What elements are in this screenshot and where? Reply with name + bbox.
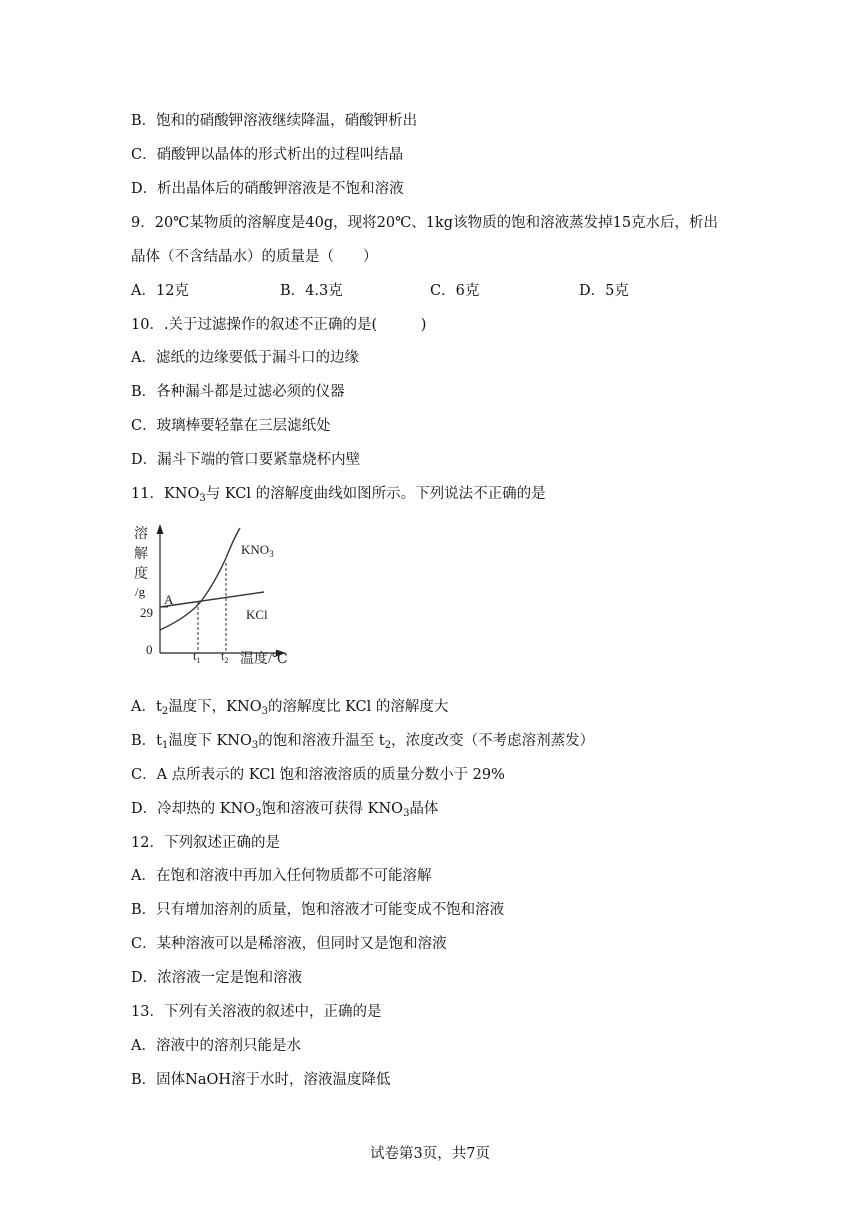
option-8c: C．硝酸钾以晶体的形式析出的过程叫结晶 [131,147,404,163]
y-label-1: 溶 [134,527,148,542]
option-11a: A．$t_2$温度下，$KNO_3$的溶解度比 KCl 的溶解度大 [131,699,449,717]
question-10-stem: 10．.关于过滤操作的叙述不正确的是( ) [131,317,427,333]
option-8b: B．饱和的硝酸钾溶液继续降温，硝酸钾析出 [131,113,418,129]
option-9b: B．4.3克 [280,283,343,299]
option-11b: B．$t_1$温度下 $KNO_3$的饱和溶液升温至 $t_2$，浓度改变（不考虑溶剂蒸发） [131,733,595,751]
option-12c: C．某种溶液可以是稀溶液，但同时又是饱和溶液 [131,936,447,952]
page-footer: 试卷第3页，共7页 [370,1146,490,1162]
option-10a: A．滤纸的边缘要低于漏斗口的边缘 [131,350,359,366]
x-label: 温度/℃ [240,652,288,667]
kcl-curve [160,592,264,607]
y-axis-arrow [157,524,164,534]
t1-label: $t_1$ [193,649,201,665]
option-9a: A．12克 [131,283,189,299]
option-9c: C．6克 [430,283,480,299]
question-9-line-1: 9．20℃某物质的溶解度是40g，现将20℃、1kg该物质的饱和溶液蒸发掉15克水后，析出 [131,215,719,231]
option-10b: B．各种漏斗都是过滤必须的仪器 [131,384,345,400]
question-13-stem: 13．下列有关溶液的叙述中，正确的是 [131,1004,382,1020]
option-10d: D．漏斗下端的管口要紧靠烧杯内壁 [131,452,361,468]
kcl-label: KCl [246,607,268,622]
question-11-stem: 11．$KNO_3$与 KCl 的溶解度曲线如图所示。下列说法不正确的是 [131,486,546,504]
option-9d: D．5克 [579,283,629,299]
option-8d: D．析出晶体后的硝酸钾溶液是不饱和溶液 [131,181,404,197]
option-11d: D．冷却热的 $KNO_3$饱和溶液可获得 $KNO_3$晶体 [131,801,439,819]
y-label-3: 度 [134,567,148,582]
option-13a: A．溶液中的溶剂只能是水 [131,1038,301,1054]
point-a-label: A [164,592,174,607]
option-10c: C．玻璃棒要轻靠在三层滤纸处 [131,418,331,434]
option-12d: D．浓溶液一定是饱和溶液 [131,970,303,986]
kno3-label: $KNO_3$ [241,542,274,559]
option-11c: C．A 点所表示的 KCl 饱和溶液溶质的质量分数小于 29% [131,767,505,783]
question-9-line-2: 晶体（不含结晶水）的质量是（ ） [131,249,378,265]
y-tick-29: 29 [140,605,153,620]
option-12b: B．只有增加溶剂的质量，饱和溶液才可能变成不饱和溶液 [131,902,505,918]
t2-label: $t_2$ [221,649,229,665]
origin-label: 0 [146,642,153,657]
option-12a: A．在饱和溶液中再加入任何物质都不可能溶解 [131,868,432,884]
question-12-stem: 12．下列叙述正确的是 [131,835,280,851]
solubility-curve-figure [128,518,298,670]
option-13b: B．固体NaOH溶于水时，溶液温度降低 [131,1072,391,1088]
y-label-unit: /g [135,584,146,599]
kno3-curve [160,528,240,630]
y-label-2: 解 [134,547,148,562]
